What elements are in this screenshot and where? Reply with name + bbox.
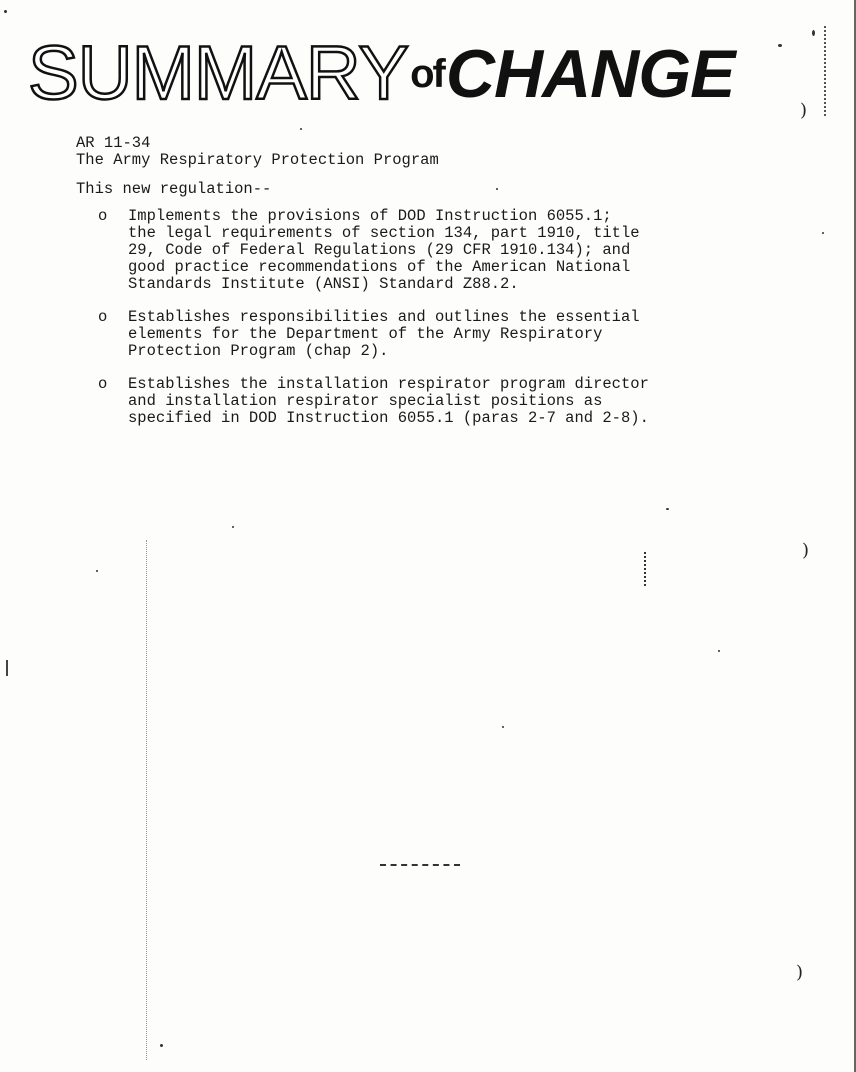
regulation-number: AR 11-34 [76, 134, 151, 152]
scan-paren-mark: ) [800, 100, 808, 121]
bullet-text: Implements the provisions of DOD Instruction 6055.1; the legal requirements of section 134, part 1910, title 29, Code of Federal Regulations (29 CFR 1910.134); and good practice recommendations of the American National Standards Institute (ANSI) Standard Z88.2. [128, 207, 640, 293]
summary-of-change-banner [28, 31, 735, 116]
bullet-text: Establishes the installation respirator program director and installation respirator specialist positions as specified in DOD Instruction 6055.1 (paras 2-7 and 2-8). [128, 375, 649, 427]
list-item [98, 207, 776, 293]
bullet-marker: o [98, 308, 108, 326]
bullet-text: Establishes responsibilities and outlines the essential elements for the Department of the Army Respiratory Protection Program (chap 2). [128, 308, 640, 360]
list-item [98, 375, 776, 427]
scan-edge-mark [814, 26, 826, 116]
bullet-marker: o [98, 375, 108, 393]
scan-speck [4, 10, 7, 13]
scan-speck [96, 570, 98, 572]
scan-speck [778, 44, 782, 47]
scan-paren-mark: ) [802, 540, 810, 561]
scan-speck [232, 526, 234, 528]
scan-edge-tick [6, 660, 9, 676]
scan-paren-mark: ) [796, 962, 804, 983]
banner-change-word: CHANGE [445, 36, 735, 112]
scan-speck [812, 30, 815, 36]
banner-summary-word: SUMMARY [28, 31, 409, 116]
scan-speck [496, 188, 498, 190]
scan-speck [718, 650, 720, 652]
scan-speck-cluster [644, 552, 647, 586]
banner-of-word: of [410, 52, 444, 96]
list-item [98, 308, 776, 360]
scan-speck [300, 128, 302, 130]
scan-speck [160, 1044, 163, 1047]
regulation-title: The Army Respiratory Protection Program [76, 151, 439, 169]
scan-speck [822, 232, 824, 234]
scan-dash-mark [380, 864, 460, 867]
change-list [76, 208, 776, 427]
scan-speck [502, 726, 504, 728]
bullet-marker: o [98, 207, 108, 225]
scan-speck [666, 508, 669, 510]
scan-dotted-line [146, 540, 148, 1060]
intro-line: This new regulation-- [76, 180, 272, 198]
summary-body [76, 135, 776, 443]
